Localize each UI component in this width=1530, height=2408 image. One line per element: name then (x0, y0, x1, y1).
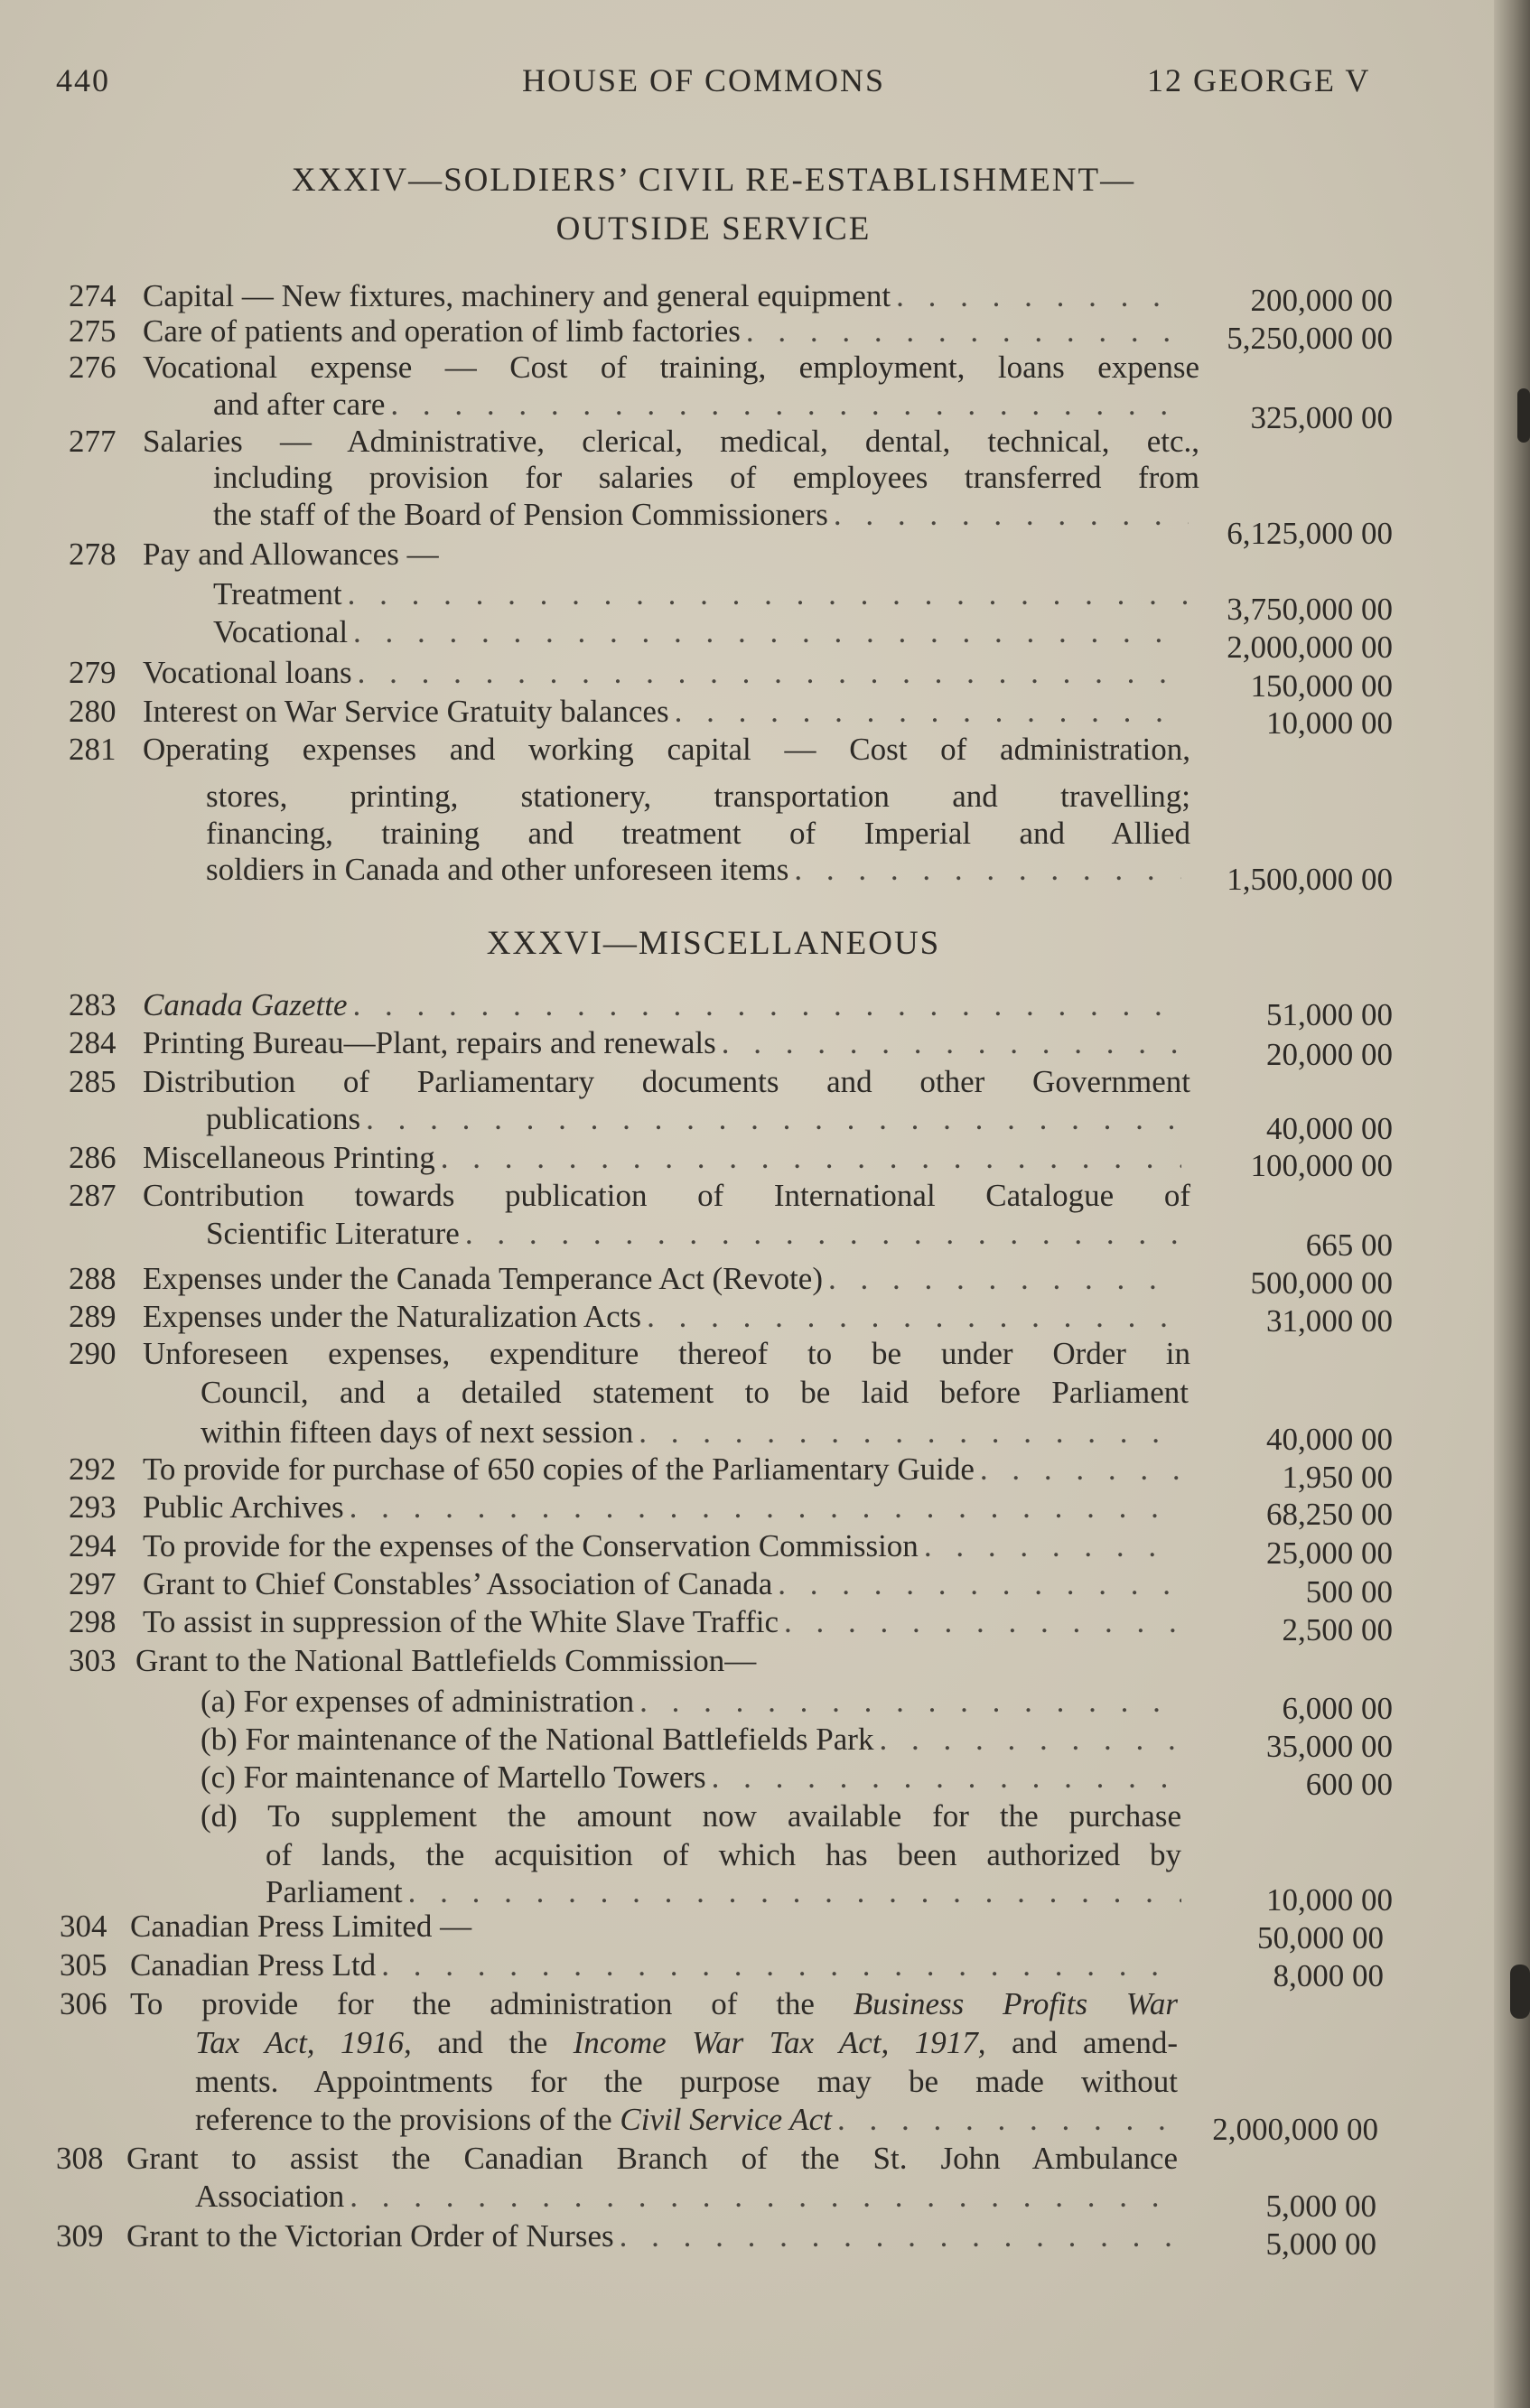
item-number: 278 (69, 537, 117, 572)
item-description: Grant to Chief Constables’ Association of Canada . . . (143, 1566, 1181, 1602)
item-description-line: Scientific Literature . . . (206, 1216, 1181, 1252)
item-number: 279 (69, 655, 117, 690)
item-description-line: of lands, the acquisition of which has been authorized by (266, 1837, 1181, 1872)
item-description-line: stores, printing, stationery, transportation and travelling; (206, 779, 1190, 814)
item-description: Treatment . . . (213, 576, 1189, 612)
item-description: To provide for the expenses of the Conservation Commission . . . (143, 1528, 1181, 1564)
item-description-line: soldiers in Canada and other unforeseen items . . . (206, 852, 1181, 888)
item-number: 280 (69, 694, 117, 729)
item-description-line: Vocational expense — Cost of training, employment, loans expense (143, 350, 1199, 385)
item-amount: 5,000 00 (1265, 2189, 1376, 2224)
item-number: 285 (69, 1064, 117, 1099)
item-amount: 35,000 00 (1266, 1729, 1393, 1764)
item-description-line: (d) To supplement the amount now available for the purchase (201, 1798, 1181, 1834)
item-number: 305 (60, 1947, 107, 1983)
item-description: Canadian Press Ltd . . . (130, 1947, 1178, 1983)
item-number: 283 (69, 987, 117, 1022)
book-spine-shadow (1494, 0, 1530, 2408)
item-number: 287 (69, 1178, 117, 1213)
item-description-line: financing, training and treatment of Imperial and Allied (206, 816, 1190, 851)
item-number: 274 (69, 278, 117, 313)
item-description: (a) For expenses of administration . . . (201, 1684, 1181, 1720)
item-number: 294 (69, 1528, 117, 1563)
item-description-line: reference to the provisions of the Civil Service Act . . . (195, 2102, 1180, 2138)
item-amount: 6,125,000 00 (1227, 516, 1393, 551)
item-amount: 10,000 00 (1266, 1882, 1393, 1918)
item-description: Expenses under the Canada Temperance Act (Revote) . . . (143, 1261, 1181, 1297)
item-description: To provide for purchase of 650 copies of the Parliamentary Guide . . . (143, 1451, 1181, 1488)
item-number: 277 (69, 424, 117, 459)
item-description-line: Parliament . . . (266, 1874, 1181, 1910)
item-description-line: Distribution of Parliamentary documents and other Government (143, 1064, 1190, 1099)
item-amount: 5,250,000 00 (1227, 321, 1393, 356)
item-description: Pay and Allowances — (143, 537, 439, 572)
page-edge-tab-bottom (1510, 1965, 1530, 2019)
item-description: Grant to the Victorian Order of Nurses . . . (126, 2218, 1180, 2254)
section-title-line2: OUTSIDE SERVICE (555, 210, 872, 247)
item-description: Capital — New fixtures, machinery and general equipment . . . (143, 278, 1163, 314)
item-amount: 500,000 00 (1250, 1265, 1393, 1301)
item-amount: 1,950 00 (1282, 1460, 1393, 1495)
item-description-line: ments. Appointments for the purpose may be made without (195, 2064, 1178, 2099)
item-amount: 6,000 00 (1282, 1691, 1393, 1726)
item-number: 303 (69, 1643, 117, 1678)
item-amount: 10,000 00 (1266, 705, 1393, 741)
item-amount: 200,000 00 (1250, 283, 1393, 318)
item-number: 293 (69, 1489, 117, 1525)
item-description-line: Salaries — Administrative, clerical, medical, dental, technical, etc., (143, 424, 1199, 459)
item-description: Care of patients and operation of limb factories . . . (143, 313, 1181, 350)
item-amount: 2,000,000 00 (1227, 630, 1393, 665)
item-description-line: within fifteen days of next session . . . (201, 1414, 1181, 1451)
item-description-line: Council, and a detailed statement to be laid before Parliament (201, 1375, 1189, 1410)
page-number: 440 (56, 62, 110, 98)
item-amount: 600 00 (1305, 1767, 1393, 1802)
item-description-line: the staff of the Board of Pension Commissioners . . . (213, 497, 1189, 533)
item-description: Canada Gazette . . . (143, 987, 1181, 1023)
reign-label: 12 GEORGE V (1147, 62, 1371, 98)
item-amount: 150,000 00 (1250, 668, 1393, 704)
page-edge-tab-top (1517, 388, 1530, 443)
item-description: Vocational loans . . . (143, 655, 1172, 691)
item-description: To assist in suppression of the White Slave Traffic . . . (143, 1604, 1181, 1640)
item-amount: 1,500,000 00 (1227, 862, 1393, 897)
item-amount: 500 00 (1305, 1574, 1393, 1610)
item-description-line: Association . . . (195, 2179, 1180, 2215)
item-number: 292 (69, 1451, 117, 1487)
item-amount: 665 00 (1305, 1227, 1393, 1263)
running-title: HOUSE OF COMMONS (522, 62, 886, 98)
item-amount: 40,000 00 (1266, 1111, 1393, 1146)
item-description-line: Contribution towards publication of International Catalogue of (143, 1178, 1190, 1213)
item-amount: 8,000 00 (1273, 1958, 1384, 1993)
item-number: 275 (69, 313, 117, 349)
item-description-line: and after care . . . (213, 387, 1189, 423)
item-amount: 2,000,000 00 (1212, 2112, 1378, 2147)
item-number: 289 (69, 1299, 117, 1334)
item-description: Grant to the National Battlefields Commission— (135, 1643, 757, 1678)
item-number: 298 (69, 1604, 117, 1639)
item-amount: 40,000 00 (1266, 1422, 1393, 1457)
item-description: Public Archives . . . (143, 1489, 1181, 1526)
item-description: (c) For maintenance of Martello Towers . . . (201, 1759, 1181, 1796)
item-number: 281 (69, 732, 117, 767)
item-amount: 100,000 00 (1250, 1148, 1393, 1183)
item-description: Printing Bureau—Plant, repairs and renewals . . . (143, 1025, 1181, 1061)
item-amount: 68,250 00 (1266, 1497, 1393, 1532)
item-description-line: Unforeseen expenses, expenditure thereof to be under Order in (143, 1336, 1190, 1371)
item-number: 288 (69, 1261, 117, 1296)
item-number: 276 (69, 350, 117, 385)
item-number: 304 (60, 1909, 107, 1944)
item-description-line: including provision for salaries of employees transferred from (213, 460, 1199, 495)
item-amount: 51,000 00 (1266, 997, 1393, 1032)
item-number: 308 (56, 2141, 104, 2176)
item-number: 286 (69, 1140, 117, 1175)
item-description: Expenses under the Naturalization Acts . . . (143, 1299, 1181, 1335)
item-description-line: To provide for the administration of the Business Profits War (130, 1986, 1178, 2021)
item-amount: 325,000 00 (1250, 400, 1393, 435)
item-number: 290 (69, 1336, 117, 1371)
item-description: Miscellaneous Printing . . . (143, 1140, 1181, 1176)
item-description: Interest on War Service Gratuity balances . . . (143, 694, 1172, 730)
item-amount: 50,000 00 (1257, 1920, 1384, 1955)
item-description-line: Grant to assist the Canadian Branch of the St. John Ambulance (126, 2141, 1178, 2176)
item-description: Canadian Press Limited — (130, 1909, 472, 1944)
item-amount: 31,000 00 (1266, 1303, 1393, 1339)
item-number: 306 (60, 1986, 107, 2021)
item-amount: 3,750,000 00 (1227, 592, 1393, 627)
item-amount: 2,500 00 (1282, 1612, 1393, 1647)
item-number: 309 (56, 2218, 104, 2254)
item-number: 297 (69, 1566, 117, 1601)
item-amount: 20,000 00 (1266, 1037, 1393, 1072)
section-title: XXXVI—MISCELLANEOUS (486, 925, 941, 962)
item-description-line: Operating expenses and working capital — Cost of administration, (143, 732, 1190, 767)
item-amount: 5,000 00 (1265, 2226, 1376, 2262)
section-title-line1: XXXIV—SOLDIERS’ CIVIL RE-ESTABLISHMENT— (291, 162, 1136, 199)
item-description-line: Tax Act, 1916, and the Income War Tax Act, 1917, and amend- (195, 2025, 1179, 2060)
item-description-line: publications . . . (206, 1101, 1181, 1137)
item-description: (b) For maintenance of the National Battlefields Park . . . (201, 1722, 1181, 1758)
item-number: 284 (69, 1025, 117, 1060)
item-amount: 25,000 00 (1266, 1535, 1393, 1571)
item-description: Vocational . . . (213, 614, 1189, 650)
